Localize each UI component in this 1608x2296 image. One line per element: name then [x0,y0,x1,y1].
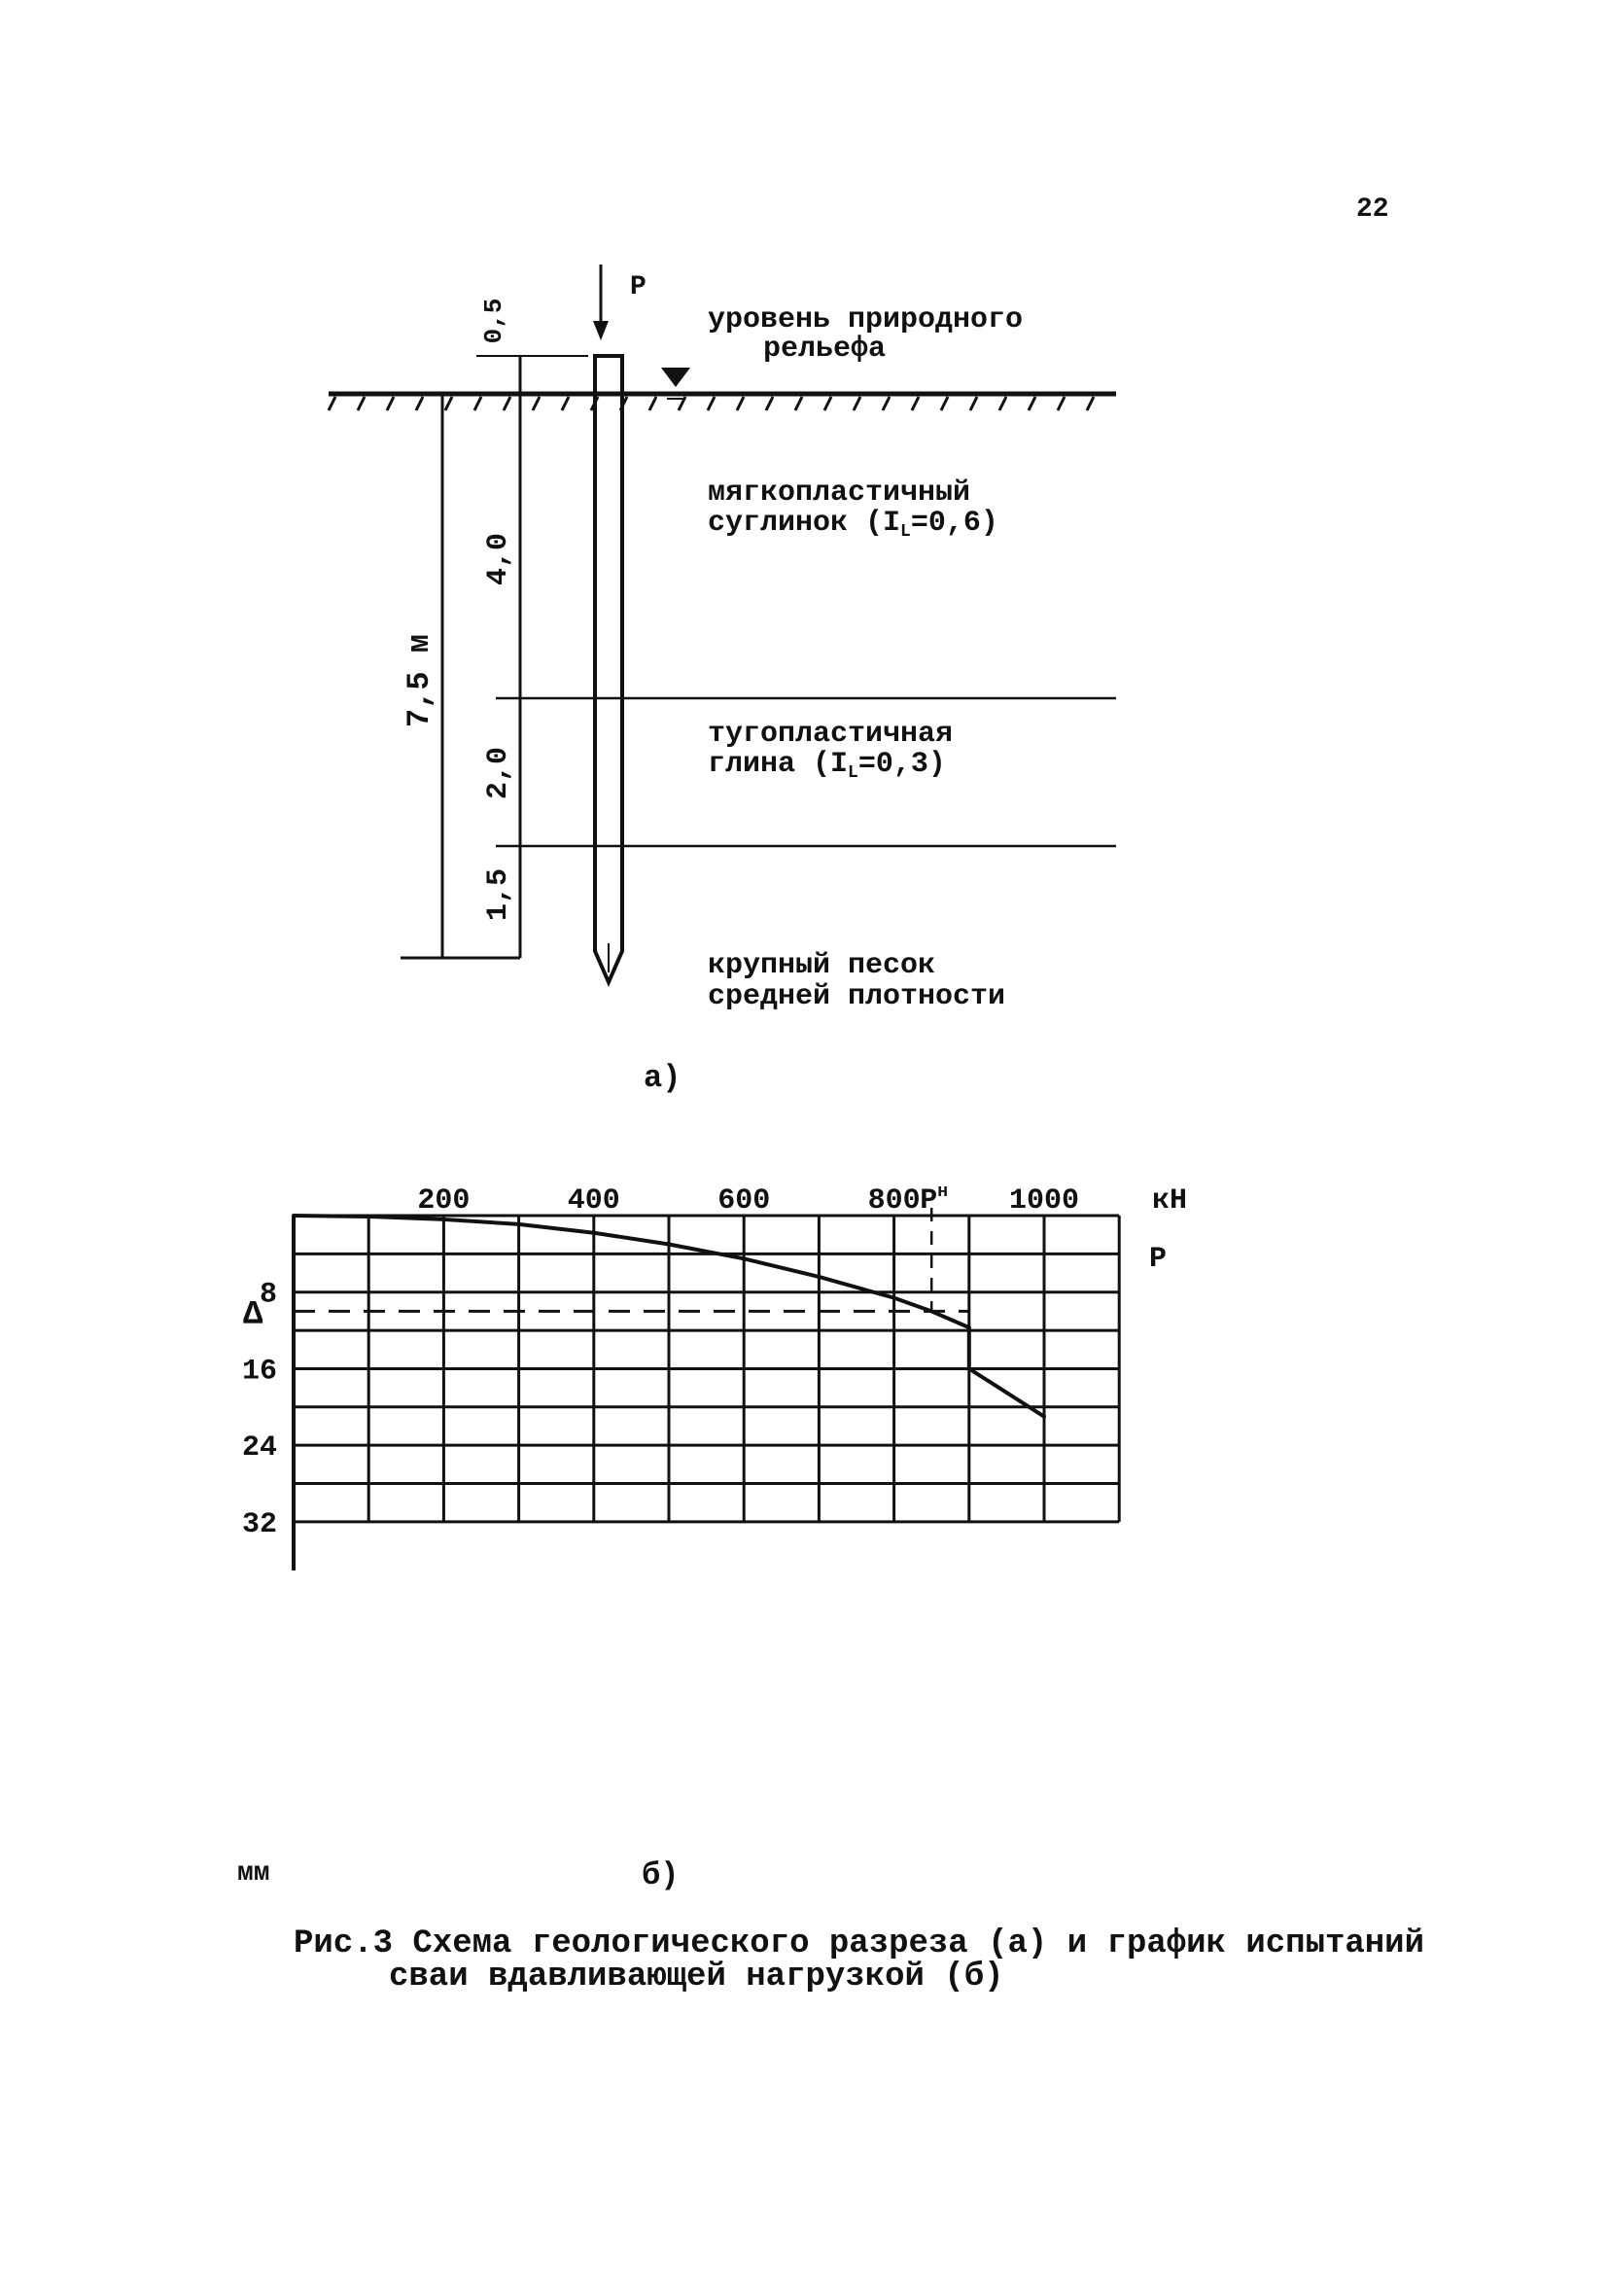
layer3-name: крупный песок [708,949,936,982]
data-point [517,1222,521,1226]
pn-label: $P^н$ [920,1183,949,1218]
x-tick-label: 200 [417,1184,471,1218]
data-point [667,1243,671,1247]
dim-layer2: 2,0 [482,746,515,800]
x-tick-label: 400 [567,1184,620,1218]
chart-grid [294,1216,1119,1522]
data-point [967,1366,971,1370]
dim-layer3: 1,5 [482,867,515,922]
delta-label: Δ [243,1296,263,1334]
dim-total: 7,5 м [402,633,437,728]
layer1-desc: суглинок $(I_L=0,6)$ [708,507,998,542]
layer3-desc: средней плотности [708,980,1006,1013]
geological-section [329,265,1116,1096]
y-tick-label: 8 [259,1278,277,1312]
data-point [292,1214,296,1218]
load-label: P [630,272,647,302]
y-tick-label: 24 [241,1431,277,1466]
x-tick-label: 800 [867,1184,921,1218]
caption-b: б) [642,1857,680,1893]
data-point [967,1325,971,1329]
layer2-name: тугопластичная [708,718,954,751]
dim-layer1: 4,0 [482,532,515,586]
load-settlement-chart [237,1183,1187,1893]
data-point [441,1218,445,1221]
layer1-name: мягкопластичный [708,477,971,510]
x-axis-label: P [1149,1243,1168,1276]
data-point [817,1275,821,1279]
load-arrow [593,265,609,340]
data-point [367,1215,370,1219]
figure-caption-line2: сваи вдавливающей нагрузкой (б) [389,1959,1004,1996]
page-number: 22 [1356,194,1389,225]
y-tick-label: 16 [241,1355,277,1389]
x-tick-label: 600 [717,1184,771,1218]
water-level-marker [659,368,692,399]
surface-label-2: рельефа [763,333,887,366]
x-tick-label: 1000 [1008,1184,1080,1218]
figure-caption-line1: Рис.3 Схема геологического разреза (а) и график испытаний [294,1925,1424,1962]
dim-top: 0,5 [479,298,508,344]
surface-label-1: уровень природного [708,303,1024,336]
caption-a: а) [644,1060,682,1096]
data-point [1042,1415,1046,1419]
y-axis-label: мм [237,1858,270,1889]
data-point [742,1256,746,1260]
pile [595,356,622,982]
data-point [592,1231,596,1235]
data-point [892,1296,896,1300]
x-unit-label: кН [1152,1184,1188,1218]
y-tick-label: 32 [241,1507,277,1541]
layer2-desc: глина $(I_L=0,3)$ [708,748,946,783]
data-point [929,1309,933,1313]
x-tick-labels [417,1184,1079,1218]
